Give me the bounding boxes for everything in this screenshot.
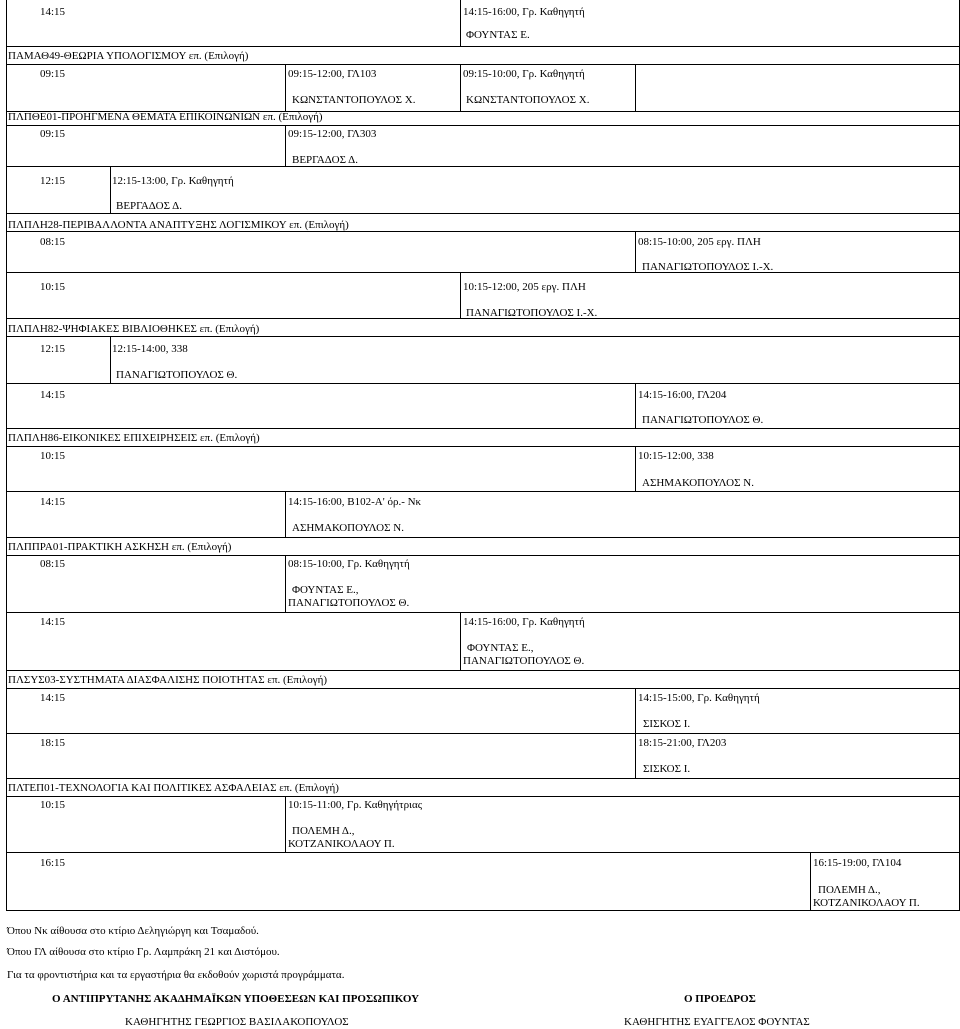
professor-name: ΠΑΝΑΓΙΩΤΟΠΟΥΛΟΣ Ι.-Χ. [642, 261, 774, 273]
slot-cell: 08:15-10:00, 205 εργ. ΠΛΗ [638, 236, 761, 248]
grid-line [635, 688, 636, 733]
time-cell: 12:15 [40, 343, 66, 355]
time-cell: 12:15 [40, 175, 66, 187]
professor-name: ΒΕΡΓΑΔΟΣ Δ. [116, 200, 182, 212]
grid-line [6, 336, 960, 337]
grid-line [6, 64, 960, 65]
grid-line [6, 910, 960, 911]
slot-cell: 14:15-16:00, Γρ. Καθηγητή [463, 616, 585, 628]
grid-line [6, 733, 960, 734]
time-cell: 08:15 [40, 558, 66, 570]
professor-name: ΠΑΝΑΓΙΩΤΟΠΟΥΛΟΣ Θ. [288, 597, 410, 609]
grid-line [6, 125, 960, 126]
time-cell: 14:15 [40, 496, 66, 508]
time-cell: 08:15 [40, 236, 66, 248]
course-title: ΠΛΠΘΕ01-ΠΡΟΗΓΜΕΝΑ ΘΕΜΑΤΑ ΕΠΙΚΟΙΝΩΝΙΩΝ επ. (Επιλογή) [8, 111, 323, 123]
grid-line [6, 778, 960, 779]
professor-name: ΚΩΝΣΤΑΝΤΟΠΟΥΛΟΣ Χ. [466, 94, 590, 106]
time-cell: 09:15 [40, 128, 66, 140]
slot-cell: 14:15-16:00, Β102-Α' όρ.- Νκ [288, 496, 422, 508]
grid-line [6, 852, 960, 853]
course-title: ΠΛΣΥΣ03-ΣΥΣΤΗΜΑΤΑ ΔΙΑΣΦΑΛΙΣΗΣ ΠΟΙΟΤΗΤΑΣ επ. (Επιλογή) [8, 674, 328, 686]
grid-line [6, 688, 960, 689]
grid-line [6, 537, 960, 538]
grid-line [460, 272, 461, 318]
time-cell: 10:15 [40, 281, 66, 293]
signatory-name: ΚΑΘΗΓΗΤΗΣ ΕΥΑΓΓΕΛΟΣ ΦΟΥΝΤΑΣ [624, 1016, 810, 1028]
signatory-title: Ο ΑΝΤΙΠΡΥΤΑΝΗΣ ΑΚΑΔΗΜΑΪΚΩΝ ΥΠΟΘΕΣΕΩΝ ΚΑΙ ΠΡΟΣΩΠΙΚΟΥ [52, 993, 420, 1005]
professor-name: ΠΟΛΕΜΗ Δ., [292, 825, 355, 837]
grid-line [635, 231, 636, 272]
slot-cell: 12:15-13:00, Γρ. Καθηγητή [112, 175, 234, 187]
time-cell: 10:15 [40, 450, 66, 462]
footnote: Όπου Νκ αίθουσα στο κτίριο Δεληγιώργη και Τσαμαδού. [7, 925, 259, 937]
professor-name: ΣΙΣΚΟΣ Ι. [643, 763, 691, 775]
time-cell: 14:15 [40, 692, 66, 704]
professor-name: ΠΑΝΑΓΙΩΤΟΠΟΥΛΟΣ Ι.-Χ. [466, 307, 598, 319]
slot-cell: 09:15-12:00, ΓΛ303 [288, 128, 377, 140]
time-cell: 16:15 [40, 857, 66, 869]
time-cell: 09:15 [40, 68, 66, 80]
grid-line [6, 213, 960, 214]
course-title: ΠΛΠΛΗ82-ΨΗΦΙΑΚΕΣ ΒΙΒΛΙΟΘΗΚΕΣ επ. (Επιλογή) [8, 323, 260, 335]
professor-name: ΦΟΥΝΤΑΣ Ε., [292, 584, 359, 596]
slot-cell: 14:15-16:00, ΓΛ204 [638, 389, 727, 401]
grid-line [285, 555, 286, 612]
grid-line [285, 125, 286, 166]
course-title: ΠΛΠΛΗ86-ΕΙΚΟΝΙΚΕΣ ΕΠΙΧΕΙΡΗΣΕΙΣ επ. (Επιλογή) [8, 432, 260, 444]
slot-cell: 08:15-10:00, Γρ. Καθηγητή [288, 558, 410, 570]
slot-cell: 10:15-11:00, Γρ. Καθηγήτριας [288, 799, 423, 811]
grid-line [6, 383, 960, 384]
slot-cell: 09:15-12:00, ΓΛ103 [288, 68, 377, 80]
professor-name: ΚΟΤΖΑΝΙΚΟΛΑΟΥ Π. [813, 897, 920, 909]
grid-line [6, 612, 960, 613]
grid-line [285, 491, 286, 537]
time-cell: 14:15 [40, 616, 66, 628]
grid-line [6, 166, 960, 167]
professor-name: ΚΩΝΣΤΑΝΤΟΠΟΥΛΟΣ Χ. [292, 94, 416, 106]
professor-name: ΑΣΗΜΑΚΟΠΟΥΛΟΣ Ν. [642, 477, 754, 489]
grid-line [110, 336, 111, 383]
grid-line [6, 796, 960, 797]
grid-line [110, 166, 111, 213]
slot-cell: 10:15-12:00, 205 εργ. ΠΛΗ [463, 281, 586, 293]
signatory-name: ΚΑΘΗΓΗΤΗΣ ΓΕΩΡΓΙΟΣ ΒΑΣΙΛΑΚΟΠΟΥΛΟΣ [125, 1016, 349, 1028]
professor-name: ΠΑΝΑΓΙΩΤΟΠΟΥΛΟΣ Θ. [116, 369, 238, 381]
grid-line [285, 796, 286, 852]
grid-line [6, 0, 7, 911]
grid-line [635, 733, 636, 778]
grid-line [635, 64, 636, 111]
grid-line [6, 491, 960, 492]
course-title: ΠΛΤΕΠ01-ΤΕΧΝΟΛΟΓΙΑ ΚΑΙ ΠΟΛΙΤΙΚΕΣ ΑΣΦΑΛΕΙΑΣ επ. (Επιλογή) [8, 782, 339, 794]
professor-name: ΦΟΥΝΤΑΣ Ε. [466, 29, 530, 41]
grid-line [6, 446, 960, 447]
footnote: Όπου ΓΛ αίθουσα στο κτίριο Γρ. Λαμπράκη 21 και Διστόμου. [7, 946, 280, 958]
slot-cell: 09:15-10:00, Γρ. Καθηγητή [463, 68, 585, 80]
professor-name: ΠΑΝΑΓΙΩΤΟΠΟΥΛΟΣ Θ. [642, 414, 764, 426]
time-cell: 14:15 [40, 389, 66, 401]
grid-line [810, 852, 811, 910]
professor-name: ΒΕΡΓΑΔΟΣ Δ. [292, 154, 358, 166]
time-cell: 14:15 [40, 6, 66, 18]
grid-line [460, 64, 461, 111]
course-title: ΠΛΠΠΡΑ01-ΠΡΑΚΤΙΚΗ ΑΣΚΗΣΗ επ. (Επιλογή) [8, 541, 232, 553]
slot-cell: 14:15-15:00, Γρ. Καθηγητή [638, 692, 760, 704]
grid-line [6, 428, 960, 429]
grid-line [285, 64, 286, 111]
grid-line [6, 46, 960, 47]
professor-name: ΣΙΣΚΟΣ Ι. [643, 718, 691, 730]
professor-name: ΑΣΗΜΑΚΟΠΟΥΛΟΣ Ν. [292, 522, 404, 534]
slot-cell: 10:15-12:00, 338 [638, 450, 714, 462]
professor-name: ΦΟΥΝΤΑΣ Ε., [467, 642, 534, 654]
professor-name: ΚΟΤΖΑΝΙΚΟΛΑΟΥ Π. [288, 838, 395, 850]
grid-line [635, 446, 636, 491]
signatory-title: Ο ΠΡΟΕΔΡΟΣ [684, 993, 756, 1005]
slot-cell: 16:15-19:00, ΓΛ104 [813, 857, 902, 869]
course-title: ΠΛΠΛΗ28-ΠΕΡΙΒΑΛΛΟΝΤΑ ΑΝΑΠΤΥΞΗΣ ΛΟΓΙΣΜΙΚΟΥ επ. (Επιλογή) [8, 219, 349, 231]
footnote: Για τα φροντιστήρια και τα εργαστήρια θα εκδοθούν χωριστά προγράμματα. [7, 969, 345, 981]
grid-line [635, 383, 636, 428]
grid-line [6, 555, 960, 556]
professor-name: ΠΟΛΕΜΗ Δ., [818, 884, 881, 896]
course-title: ΠΑΜΑΘ49-ΘΕΩΡΙΑ ΥΠΟΛΟΓΙΣΜΟΥ επ. (Επιλογή) [8, 50, 249, 62]
slot-cell: 14:15-16:00, Γρ. Καθηγητή [463, 6, 585, 18]
time-cell: 18:15 [40, 737, 66, 749]
slot-cell: 12:15-14:00, 338 [112, 343, 188, 355]
grid-line [460, 0, 461, 46]
grid-line [6, 670, 960, 671]
time-cell: 10:15 [40, 799, 66, 811]
slot-cell: 18:15-21:00, ΓΛ203 [638, 737, 727, 749]
grid-line [460, 612, 461, 670]
professor-name: ΠΑΝΑΓΙΩΤΟΠΟΥΛΟΣ Θ. [463, 655, 585, 667]
grid-line [6, 272, 960, 273]
